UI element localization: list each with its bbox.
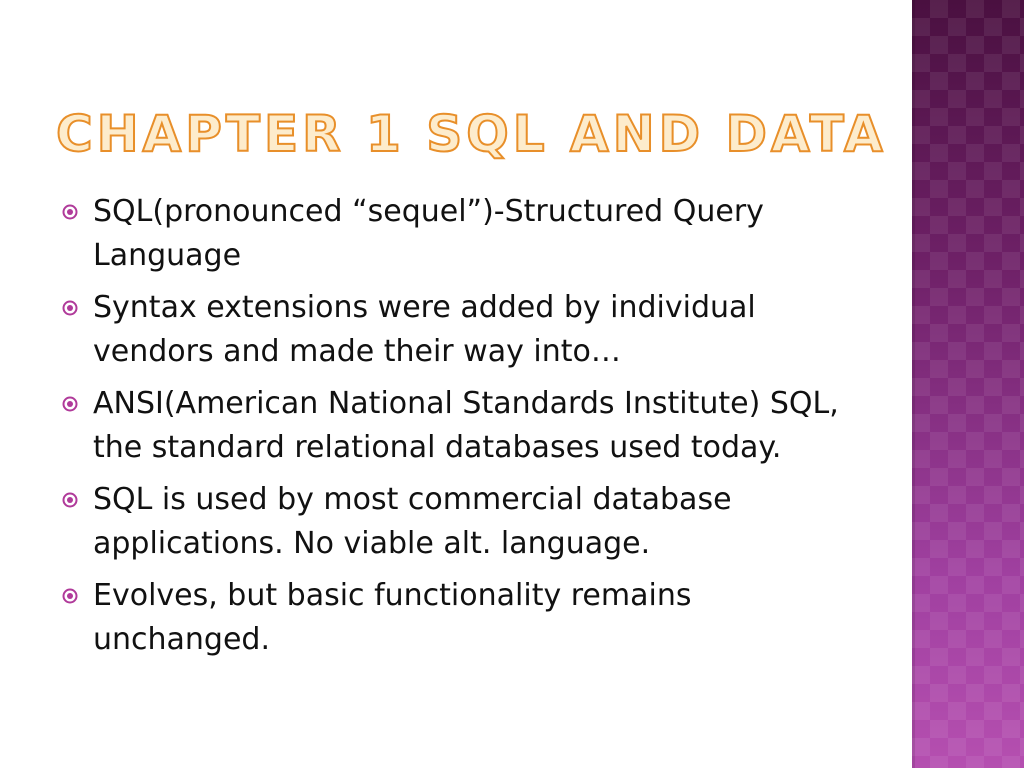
bullet-text: Evolves, but basic functionality remains unchanged. [93, 578, 692, 657]
bullet-item [62, 382, 842, 470]
side-band-edge [912, 0, 915, 768]
bullet-item [62, 190, 842, 278]
decorative-side-band [912, 0, 1024, 768]
circled-dot-bullet-icon [62, 588, 78, 604]
circled-dot-bullet-icon [62, 204, 78, 220]
bullet-list [62, 190, 842, 670]
bullet-text: ANSI(American National Standards Institute) SQL, the standard relational databases used today. [93, 386, 839, 465]
slide-title: CHAPTER 1 SQL AND DATA [56, 105, 887, 163]
bullet-item [62, 478, 842, 566]
bullet-item [62, 286, 842, 374]
bullet-text: SQL is used by most commercial database applications. No viable alt. language. [93, 482, 732, 561]
bullet-text: Syntax extensions were added by individual vendors and made their way into… [93, 290, 756, 369]
circled-dot-bullet-icon [62, 396, 78, 412]
bullet-text: SQL(pronounced “sequel”)-Structured Query Language [93, 194, 764, 273]
circled-dot-bullet-icon [62, 492, 78, 508]
circled-dot-bullet-icon [62, 300, 78, 316]
bullet-item [62, 574, 842, 662]
